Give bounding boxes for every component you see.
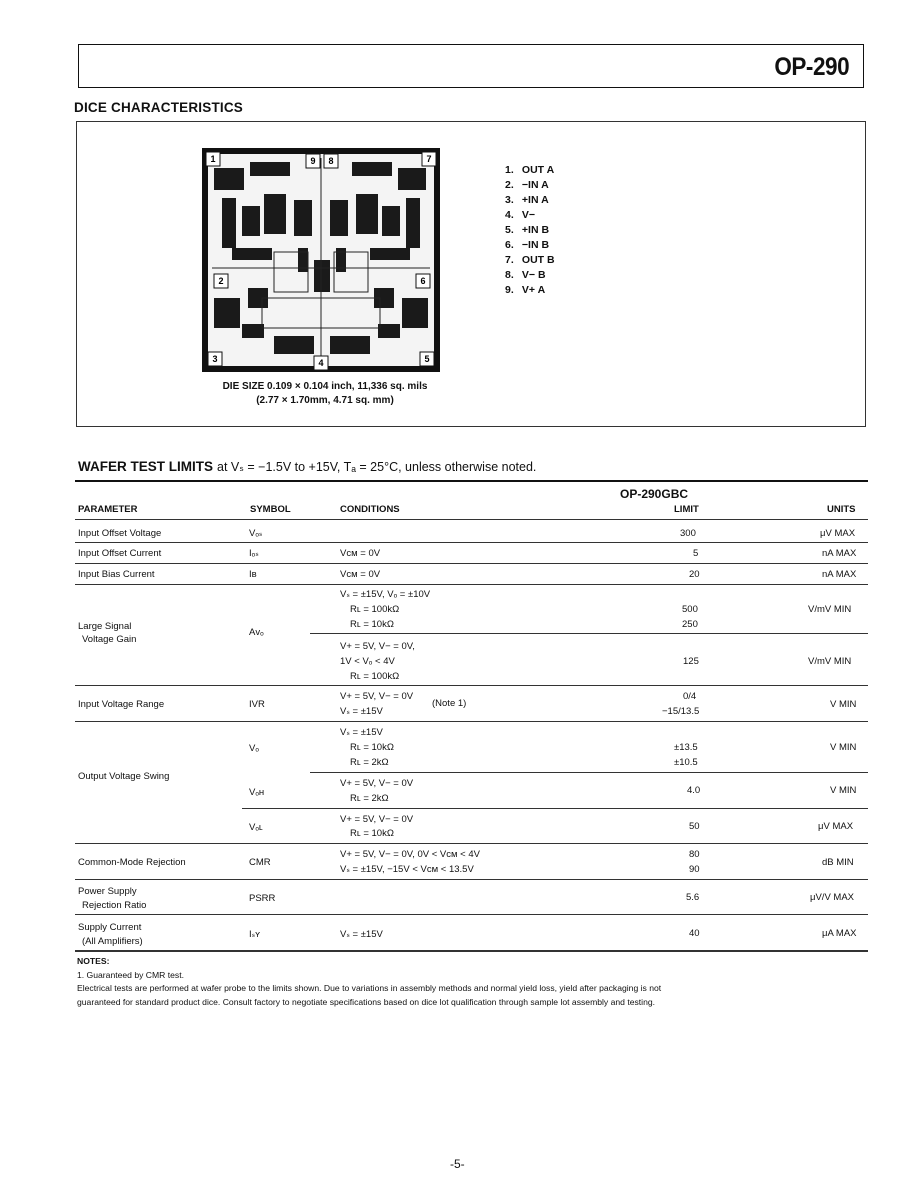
pad-3: 3 [212, 354, 218, 364]
row-cond: V+ = 5V, V− = 0V [340, 778, 414, 789]
row-rule [75, 914, 868, 915]
pin-item: 8. V− B [505, 269, 546, 281]
row-limit: 5.6 [686, 892, 700, 903]
row-limit: 300 [680, 528, 696, 539]
wafer-title: WAFER TEST LIMITS [78, 459, 213, 474]
pin-item: 1. OUT A [505, 164, 555, 176]
row-symbol: Vₒₛ [249, 528, 263, 539]
header-rule [75, 519, 868, 520]
row-rule [75, 542, 868, 543]
pin-item: 6. −IN B [505, 239, 550, 251]
header-box [78, 44, 864, 88]
row-symbol: IVR [249, 699, 265, 710]
row-param: Power Supply [78, 886, 137, 897]
row-limit: 80 [689, 849, 700, 860]
pin-item: 9. V+ A [505, 284, 546, 296]
table-top-rule [75, 480, 868, 482]
die-size-line1: DIE SIZE 0.109 × 0.104 inch, 11,336 sq. mils [222, 381, 428, 392]
pad-8: 8 [328, 156, 334, 166]
row-cond: Vₛ = ±15V, Vₒ = ±10V [340, 589, 431, 600]
row-units: V MIN [830, 699, 857, 710]
col-parameter: PARAMETER [78, 504, 138, 515]
row-limit: 90 [689, 864, 700, 875]
row-limit: ±13.5 [674, 742, 698, 753]
row-rule [75, 563, 868, 564]
row-cond: 1V < Vₒ < 4V [340, 656, 395, 667]
row-limit: 0/4 [683, 691, 697, 702]
product-header: OP-290GBC [620, 487, 689, 501]
pin-item: 3. +IN A [505, 194, 549, 206]
note-1: 1. Guaranteed by CMR test. [77, 969, 184, 980]
row-units: μA MAX [822, 928, 857, 939]
part-number: OP-290 [774, 53, 849, 81]
row-param-2: (All Amplifiers) [82, 936, 143, 947]
row-param: Input Voltage Range [78, 699, 165, 710]
note-para-line1: Electrical tests are performed at wafer probe to the limits shown. Due to variations in assembly methods and normal yield loss, yield after packaging is not [77, 983, 662, 993]
row-limit: 500 [682, 604, 698, 615]
pin-item: 5. +IN B [505, 224, 550, 236]
pad-9: 9 [310, 156, 316, 166]
row-units: V/mV MIN [808, 604, 852, 615]
row-rule [75, 685, 868, 686]
row-param: Output Voltage Swing [78, 771, 170, 782]
row-rule [75, 584, 868, 585]
pad-5: 5 [424, 354, 430, 364]
row-rule [75, 879, 868, 880]
pad-1: 1 [210, 154, 216, 164]
row-param: Input Offset Current [78, 548, 162, 559]
row-cond: V+ = 5V, V− = 0V [340, 691, 414, 702]
row-cond: V+ = 5V, V− = 0V, 0V < Vᴄᴍ < 4V [340, 849, 480, 860]
col-conditions: CONDITIONS [340, 504, 400, 515]
die-size-line2: (2.77 × 1.70mm, 4.71 sq. mm) [256, 395, 394, 406]
row-param-2: Voltage Gain [82, 634, 137, 645]
row-limit: 4.0 [687, 785, 701, 796]
dice-heading: DICE CHARACTERISTICS [74, 100, 244, 115]
notes [77, 955, 867, 1009]
page-number: -5- [450, 1157, 465, 1171]
pin-item: 4. V− [505, 209, 536, 221]
pad-4: 4 [318, 358, 324, 368]
row-param: Common-Mode Rejection [78, 857, 186, 868]
row-cond: Rʟ = 10kΩ [350, 619, 394, 630]
row-cond: Rʟ = 10kΩ [350, 828, 394, 839]
row-subrule [310, 633, 868, 634]
die-size [190, 380, 460, 408]
row-subrule [242, 808, 868, 809]
row-rule [75, 843, 868, 844]
row-units: V MIN [830, 785, 857, 796]
row-cond: V+ = 5V, V− = 0V, [340, 641, 415, 652]
row-symbol: Vₒʟ [249, 822, 263, 833]
row-limit: ±10.5 [674, 757, 698, 768]
row-limit: 250 [682, 619, 698, 630]
row-param: Large Signal [78, 621, 132, 632]
col-symbol: SYMBOL [250, 504, 291, 515]
row-units: V MIN [830, 742, 857, 753]
row-symbol: Aᴠₒ [249, 627, 264, 638]
row-units: μV/V MAX [810, 892, 855, 903]
row-param: Input Offset Voltage [78, 528, 162, 539]
row-cond: Vₛ = ±15V [340, 727, 383, 738]
row-limit: 50 [689, 821, 700, 832]
row-rule [75, 721, 868, 722]
row-units: nA MAX [822, 569, 857, 580]
row-units: V/mV MIN [808, 656, 852, 667]
row-limit: 20 [689, 569, 700, 580]
row-limit: 5 [693, 548, 699, 559]
row-param-2: Rejection Ratio [82, 900, 147, 911]
row-cond: Rʟ = 10kΩ [350, 742, 394, 753]
row-units: μV MAX [820, 528, 856, 539]
row-cond: V+ = 5V, V− = 0V [340, 814, 414, 825]
row-symbol: PSRR [249, 893, 276, 904]
notes-heading: NOTES: [77, 956, 110, 966]
die-photo [202, 148, 440, 372]
row-symbol: Iʙ [249, 569, 257, 580]
row-symbol: Vₒ [249, 743, 259, 754]
row-symbol: Iₛʏ [249, 929, 261, 940]
col-units: UNITS [827, 504, 856, 515]
pin-list [505, 163, 555, 298]
row-subrule [310, 772, 868, 773]
row-limit: 125 [683, 656, 699, 667]
pad-2: 2 [218, 276, 224, 286]
row-cond: Vₛ = ±15V, −15V < Vᴄᴍ < 13.5V [340, 864, 474, 875]
row-cond: Vᴄᴍ = 0V [340, 569, 381, 580]
pin-item: 7. OUT B [505, 254, 555, 266]
wafer-conditions: at Vₛ = −1.5V to +15V, Tₐ = 25°C, unless otherwise noted. [217, 460, 537, 474]
row-symbol: CMR [249, 857, 271, 868]
row-cond: Vᴄᴍ = 0V [340, 548, 381, 559]
row-param: Supply Current [78, 922, 142, 933]
pin-item: 2. −IN A [505, 179, 549, 191]
row-limit: 40 [689, 928, 700, 939]
table-bottom-rule [75, 950, 868, 952]
row-cond: Rʟ = 2kΩ [350, 757, 389, 768]
row-symbol: Vₒʜ [249, 787, 265, 798]
row-cond: Vₛ = ±15V [340, 929, 383, 940]
pad-6: 6 [420, 276, 426, 286]
row-param: Input Bias Current [78, 569, 155, 580]
row-note: (Note 1) [432, 698, 467, 709]
col-limit: LIMIT [674, 504, 699, 515]
row-symbol: Iₒₛ [249, 548, 259, 559]
wafer-heading [78, 459, 536, 474]
note-para-line2: guaranteed for standard product dice. Consult factory to negotiate specifications based on dice lot qualification through sample lot assembly and testing. [77, 996, 656, 1007]
row-cond: Rʟ = 100kΩ [350, 604, 400, 615]
row-limit: −15/13.5 [662, 706, 700, 717]
row-cond: Rʟ = 100kΩ [350, 671, 400, 682]
row-units: μV MAX [818, 821, 854, 832]
row-units: dB MIN [822, 857, 854, 868]
pad-7: 7 [426, 154, 432, 164]
row-cond: Vₛ = ±15V [340, 706, 383, 717]
row-cond: Rʟ = 2kΩ [350, 793, 389, 804]
row-units: nA MAX [822, 548, 857, 559]
